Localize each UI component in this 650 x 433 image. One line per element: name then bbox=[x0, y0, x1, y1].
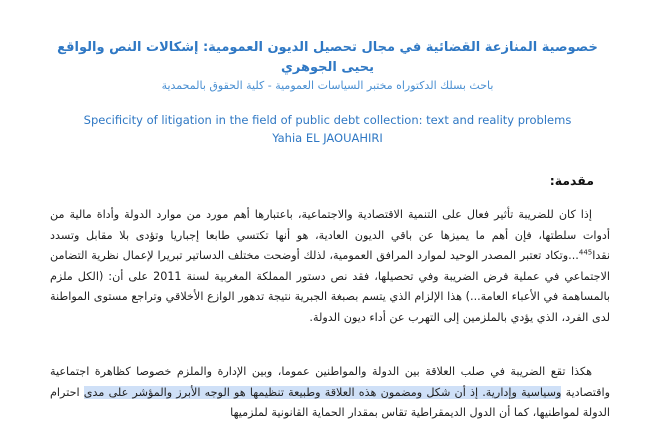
footnote-marker[interactable]: 445 bbox=[578, 248, 593, 257]
paragraph-2-part-b: احترام الدولة لمواطنيها، كما أن الدول الديمقراطية تقاس بمقدار الحماية القانونية لملزميها bbox=[50, 385, 610, 419]
english-title: Specificity of litigation in the field of public debt collection: text and reality problems bbox=[83, 113, 572, 127]
arabic-title: خصوصية المنازعة القضائية في مجال تحصيل الديون العمومية: إشكالات النص والواقع bbox=[57, 40, 598, 55]
paragraph-1-part-a: إذا كان للضريبة تأثير فعال على التنمية الاقتصادية والاجتماعية، باعتبارها أهم مورد من موارد الدولة وأداة مالية من أدوات سلطتها، فإن أهم ما يميزها عن باقي الديون العادية، هو أنها تكتسي طابعا إجباريا وتؤدى بلا مقابل وتسدد نقدا bbox=[50, 208, 610, 262]
paragraph-2 bbox=[50, 362, 610, 424]
paragraph-2-part-a: هكذا تقع الضريبة في صلب العلاقة بين الدولة والمواطنين عموما، وبين الإدارة والملزم خصوصا كظاهرة اجتماعية واقتصادية bbox=[50, 365, 611, 399]
english-author: Yahia EL JAOUAHIRI bbox=[272, 131, 383, 145]
paragraph-1-part-b: ...وتكاد تعتبر المصدر الوحيد لموارد المرافق العمومية، لذلك أوضحت مختلف الدساتير تبريرا لإعمال نظرية التضامن الاجتماعي في عملية فرض الضريبة وفي تحصيلها، فقد نص دستور المملكة المغربية لسنة 2011 على أن: (الكل ملزم بالمساهمة في الأعباء العامة...) هذا الإلزام الذي يتسم بصبغة الجبرية نتيجة تدهور الوازع الأخلاقي وتراجع مستوى المواطنة لدى الفرد، الذي يؤدي بالملزمين إلى التهرب عن أداء ديون الدولة. bbox=[50, 249, 610, 324]
arabic-affiliation: باحث بسلك الدكتوراه مختبر السياسات العمومية - كلية الحقوق بالمحمدية bbox=[161, 79, 494, 92]
arabic-author: يحيى الجوهري bbox=[280, 60, 375, 75]
selected-text-highlight[interactable]: وسياسية وإدارية. إذ أن شكل ومضمون هذه العلاقة وطبيعة تنظيمها هو الوجه الأبرز والمؤشر على مدى bbox=[83, 385, 562, 399]
section-heading: مقدمة: bbox=[549, 173, 594, 188]
paragraph-1 bbox=[50, 205, 610, 328]
